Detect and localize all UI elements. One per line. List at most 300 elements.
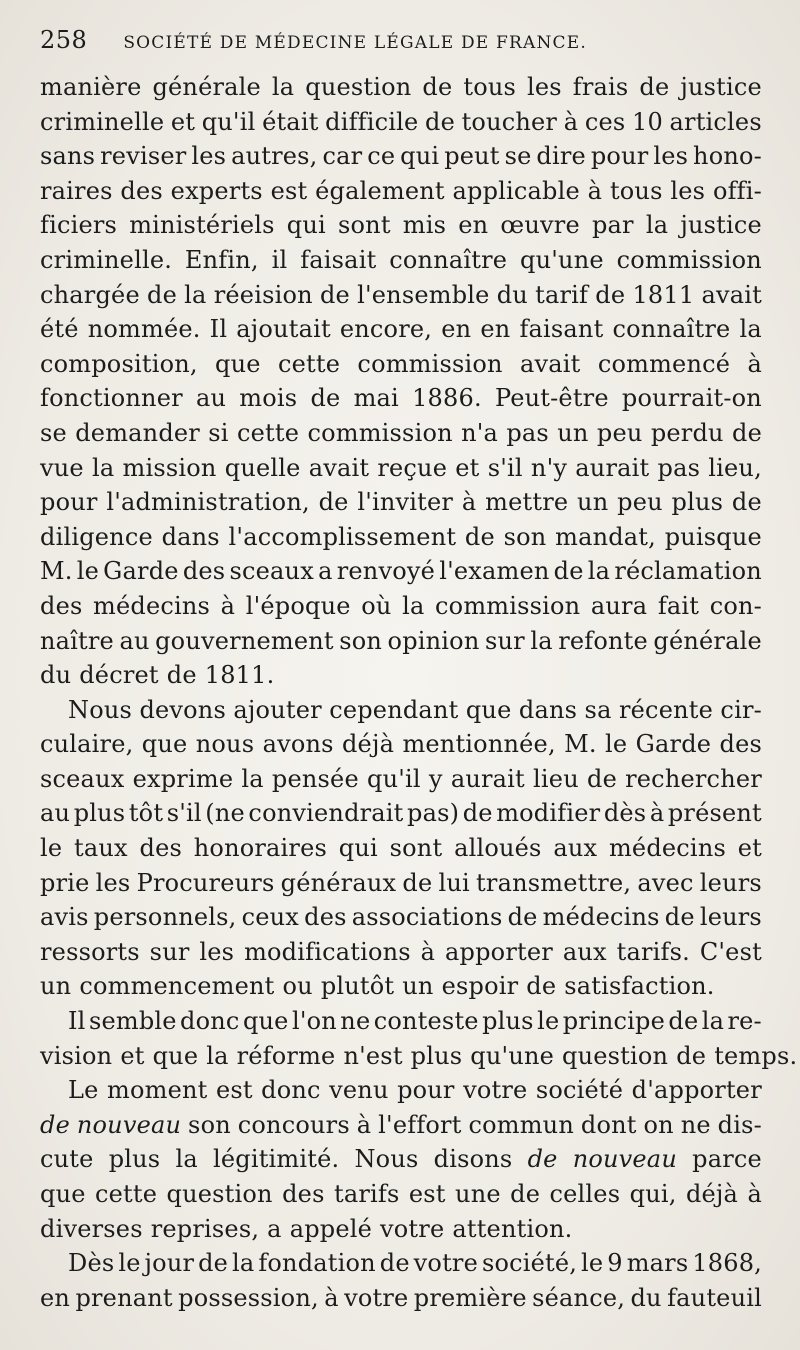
word: aux — [553, 834, 598, 863]
word: ne — [680, 1110, 711, 1139]
word: Le — [68, 1076, 99, 1105]
text-line — [40, 520, 762, 555]
text-line — [40, 1142, 762, 1177]
word: ficiers — [40, 211, 118, 240]
word: concours — [237, 1110, 350, 1139]
word: semble — [88, 1007, 177, 1036]
word: plus — [108, 1145, 161, 1174]
word: de — [553, 557, 584, 586]
word: on — [643, 1110, 674, 1139]
word: moment — [107, 1076, 208, 1105]
text-line — [40, 1039, 798, 1074]
word: qu'il — [367, 764, 421, 793]
word: articles — [669, 107, 762, 136]
word: a — [318, 557, 333, 586]
word: est — [215, 1076, 253, 1105]
word: générale — [152, 73, 261, 101]
text-line — [40, 416, 762, 451]
word: la — [184, 280, 207, 309]
word: il — [271, 245, 288, 274]
word: peu — [617, 488, 663, 517]
word: 1811. — [204, 661, 275, 690]
word: la — [175, 1145, 198, 1174]
word: cette — [277, 349, 341, 378]
word: ceux — [241, 903, 300, 932]
word: de — [639, 73, 670, 101]
word: modifications — [244, 937, 411, 966]
word: sceaux — [40, 764, 125, 793]
word: votre — [344, 1283, 409, 1312]
word: diligence — [40, 522, 153, 551]
word: naître — [40, 626, 114, 655]
word: au — [119, 626, 150, 655]
word: votre — [413, 1249, 478, 1278]
word: se — [504, 142, 532, 171]
word: cute — [40, 1145, 94, 1174]
word: avis — [40, 903, 89, 932]
word: culaire, — [40, 730, 134, 759]
word: réeision — [213, 280, 313, 309]
word: l'examen — [439, 557, 550, 586]
word: peu — [596, 418, 643, 447]
word: justice — [680, 73, 762, 101]
word: plus — [482, 1007, 534, 1036]
word: cependant — [329, 695, 459, 724]
word: autres, — [231, 142, 318, 171]
word: sa — [584, 695, 612, 724]
word: mentionnée, — [402, 730, 556, 759]
word: tarif — [535, 280, 589, 309]
text-line — [40, 969, 762, 1004]
word: de — [318, 488, 349, 517]
word: la — [241, 764, 264, 793]
word: récente — [618, 695, 714, 724]
word: les — [527, 73, 562, 101]
word: sceaux — [229, 557, 314, 586]
text-line — [40, 693, 762, 728]
word: en — [441, 315, 472, 344]
word: parce — [692, 1145, 762, 1174]
text-line — [40, 381, 762, 416]
word: Nous — [354, 1145, 419, 1174]
word: cette — [95, 1180, 158, 1208]
word: Enfin, — [184, 245, 259, 274]
word: si — [208, 418, 229, 447]
word: en — [480, 315, 511, 344]
word: de — [664, 903, 695, 932]
word: plus — [671, 488, 724, 517]
page-header — [40, 26, 760, 66]
word: à — [747, 349, 762, 378]
word: la — [701, 1007, 725, 1036]
word: disons — [433, 1145, 513, 1174]
word: prie — [40, 868, 90, 897]
text-line — [40, 796, 762, 831]
word: déjà — [341, 730, 395, 759]
word: aura — [590, 591, 648, 620]
word: pas — [506, 418, 549, 447]
word: criminelle — [40, 107, 165, 136]
word: connaître — [612, 315, 731, 344]
word: question — [562, 1041, 669, 1070]
text-line — [40, 70, 762, 105]
word: que — [242, 1007, 289, 1036]
word: jour — [144, 1249, 195, 1278]
word: pas) — [407, 799, 460, 828]
word: commission — [307, 418, 453, 447]
word: son — [339, 626, 383, 655]
word: pensée — [271, 764, 359, 793]
word: gouvernement — [155, 626, 334, 655]
word: encore, — [339, 315, 433, 344]
text-line — [40, 1246, 762, 1281]
word: offi- — [712, 176, 762, 205]
word: la — [206, 1041, 229, 1070]
text-line — [40, 347, 762, 382]
word: tarifs. — [616, 937, 690, 966]
text-line — [40, 1281, 762, 1316]
word: composition, — [40, 349, 198, 378]
word: un — [40, 972, 72, 1001]
word: alloués — [454, 834, 542, 863]
word: 10 — [631, 107, 663, 136]
word: y — [428, 764, 443, 793]
word: aurait — [575, 453, 650, 482]
text-line — [40, 312, 762, 347]
word: ces — [584, 107, 626, 136]
word: sur — [149, 937, 190, 966]
word: leurs — [699, 903, 762, 932]
word: de — [510, 1180, 541, 1208]
word: l'accomplissement — [228, 522, 457, 551]
word: dès — [603, 799, 647, 828]
word: de — [166, 661, 197, 690]
word: au — [40, 799, 71, 828]
word: M. — [564, 730, 597, 759]
word: justice — [680, 211, 762, 240]
word: question — [166, 1180, 273, 1208]
word: les — [199, 937, 235, 966]
word: que — [40, 1180, 86, 1208]
word: commencement — [79, 972, 275, 1001]
word: apporter — [445, 937, 553, 966]
word: fonctionner — [40, 384, 183, 413]
word: à — [324, 1283, 339, 1312]
italic-word: de — [527, 1145, 558, 1174]
word: ce — [367, 142, 396, 171]
word: ou — [282, 972, 313, 1001]
word: faisant — [519, 315, 604, 344]
word: les — [653, 142, 689, 171]
word: un — [557, 418, 589, 447]
word: qui, — [629, 1180, 677, 1208]
word: qu'une — [470, 1041, 555, 1070]
word: demander — [75, 418, 200, 447]
text-line — [40, 485, 762, 520]
word: des — [182, 557, 226, 586]
word: pour — [40, 488, 98, 517]
word: question — [305, 73, 412, 101]
word: avait — [520, 349, 581, 378]
word: médecins — [93, 591, 211, 620]
word: de — [507, 903, 538, 932]
word: n'a — [461, 418, 499, 447]
word: 1886. — [412, 384, 482, 413]
word: en — [458, 211, 489, 240]
text-line — [40, 1108, 762, 1143]
word: avons — [262, 730, 334, 759]
word: toucher — [461, 107, 558, 136]
word: et — [737, 834, 762, 863]
word: mai — [353, 384, 399, 413]
word: pourrait-on — [621, 384, 762, 413]
word: Peut-être — [494, 384, 609, 413]
text-line — [40, 1004, 762, 1039]
word: de — [462, 799, 493, 828]
word: peut — [444, 142, 500, 171]
word: des — [719, 730, 762, 759]
word: est — [270, 176, 308, 205]
word: à — [747, 1180, 762, 1208]
word: avait — [308, 453, 370, 482]
word: faisait — [300, 245, 377, 274]
word: au — [195, 384, 227, 413]
word: celles — [549, 1180, 621, 1208]
word: devons — [139, 695, 226, 724]
word: votre — [380, 1214, 445, 1243]
word: s'il — [166, 799, 202, 828]
word: société — [535, 1076, 624, 1105]
word: qui — [400, 142, 440, 171]
word: société, — [481, 1249, 578, 1278]
word: conviendrait — [248, 799, 404, 828]
word: modifier — [496, 799, 601, 828]
word: déjà — [685, 1180, 739, 1208]
word: con- — [709, 591, 762, 620]
word: a — [267, 1214, 282, 1243]
word: leurs — [699, 868, 762, 897]
word: satisfaction. — [564, 972, 715, 1001]
word: nous — [195, 730, 255, 759]
text-line — [40, 935, 762, 970]
word: pas — [657, 453, 701, 482]
word: vision — [40, 1041, 113, 1070]
word: la — [587, 557, 611, 586]
word: ne — [340, 1007, 371, 1036]
word: le — [581, 1249, 604, 1278]
word: que — [465, 695, 512, 724]
word: médecins — [542, 903, 660, 932]
text-line — [40, 451, 762, 486]
word: fait — [657, 591, 700, 620]
text-line — [40, 243, 762, 278]
word: mandat, — [555, 522, 656, 551]
word: taux — [74, 834, 128, 863]
word: mission — [122, 453, 217, 482]
word: connaître — [389, 245, 508, 274]
text-line — [40, 900, 762, 935]
word: de — [422, 73, 453, 101]
word: œuvre — [500, 211, 580, 240]
word: difficile — [325, 107, 419, 136]
word: car — [322, 142, 363, 171]
word: re- — [727, 1007, 762, 1036]
word: manière — [40, 73, 142, 101]
text-line — [40, 278, 762, 313]
word: frais — [572, 73, 629, 101]
word: réclamation — [614, 557, 762, 586]
word: s'il — [487, 453, 523, 482]
word: qui — [338, 834, 378, 863]
word: cette — [237, 418, 300, 447]
word: de — [668, 1007, 699, 1036]
word: qu'une — [520, 245, 604, 274]
word: Il — [209, 315, 228, 344]
text-line — [40, 208, 762, 243]
word: C'est — [699, 937, 762, 966]
text-line — [40, 174, 762, 209]
word: était — [262, 107, 319, 136]
word: le — [76, 557, 100, 586]
text-line — [40, 762, 762, 797]
word: à — [420, 937, 436, 966]
word: à — [220, 591, 236, 620]
word: dire — [536, 142, 586, 171]
word: à — [587, 176, 603, 205]
word: associations — [351, 903, 503, 932]
word: et — [455, 453, 480, 482]
text-line — [40, 554, 762, 589]
word: des — [40, 591, 83, 620]
word: commission — [435, 591, 581, 620]
word: à — [461, 488, 477, 517]
word: votre — [463, 1076, 528, 1105]
word: Procureurs — [136, 868, 275, 897]
word: mars — [626, 1249, 689, 1278]
word: perdu — [650, 418, 724, 447]
word: avait — [701, 280, 762, 309]
word: puisque — [664, 522, 762, 551]
word: chargée — [40, 280, 140, 309]
word: pour — [397, 1076, 455, 1105]
word: du — [630, 1283, 662, 1312]
word: lieu, — [708, 453, 762, 482]
text-line — [40, 589, 762, 624]
word: de — [464, 522, 495, 551]
running-title: SOCIÉTÉ DE MÉDECINE LÉGALE DE FRANCE. — [123, 33, 587, 53]
page-number: 258 — [40, 26, 88, 54]
word: de — [732, 418, 762, 447]
word: dans — [518, 695, 578, 724]
word: son — [503, 522, 547, 551]
word: donc — [261, 1076, 321, 1105]
word: attention. — [452, 1214, 573, 1243]
text-line — [40, 658, 762, 693]
word: Garde — [103, 557, 179, 586]
word: et — [170, 107, 196, 136]
word: médecins — [608, 834, 726, 863]
word: honoraires — [193, 834, 328, 863]
word: du — [496, 280, 528, 309]
word: Dès — [68, 1249, 115, 1278]
word: commun — [468, 1110, 574, 1139]
word: le — [118, 1249, 141, 1278]
word: venu — [329, 1076, 389, 1105]
word: le — [537, 1007, 560, 1036]
word: plus — [73, 799, 126, 828]
word: cir- — [720, 695, 762, 724]
word: possession, — [178, 1283, 319, 1312]
word: conteste — [373, 1007, 479, 1036]
word: applicable — [452, 176, 580, 205]
word: avec — [637, 868, 694, 897]
word: du — [40, 661, 72, 690]
word: séance, — [532, 1283, 626, 1312]
word: ajouter — [233, 695, 322, 724]
word: est — [408, 1180, 446, 1208]
word: l'effort — [378, 1110, 462, 1139]
word: commission — [616, 245, 762, 274]
word: n'est — [343, 1041, 403, 1070]
word: légitimité. — [212, 1145, 340, 1174]
word: et — [120, 1041, 145, 1070]
word: plutôt — [320, 972, 395, 1001]
word: que — [152, 1041, 199, 1070]
word: de — [379, 1249, 410, 1278]
word: de — [595, 280, 626, 309]
word: par — [591, 211, 634, 240]
word: commission — [357, 349, 503, 378]
word: reçue — [377, 453, 448, 482]
word: la — [271, 73, 295, 101]
word: l'inviter — [357, 488, 454, 517]
word: les — [670, 176, 706, 205]
text-line — [40, 1073, 762, 1108]
word: appelé — [289, 1214, 373, 1243]
word: pour — [590, 142, 649, 171]
word: de — [526, 972, 557, 1001]
word: dans — [161, 522, 220, 551]
word: tôt — [128, 799, 164, 828]
word: la — [530, 626, 553, 655]
word: reviser — [100, 142, 187, 171]
word: mis — [402, 211, 447, 240]
word: tarifs — [333, 1180, 400, 1208]
text-line — [40, 831, 762, 866]
word: espoir — [441, 972, 519, 1001]
word: l'époque — [245, 591, 351, 620]
word: refonte — [558, 626, 648, 655]
word: lieu — [533, 764, 579, 793]
word: experts — [170, 176, 263, 205]
word: fauteuil — [667, 1283, 762, 1312]
word: plus — [410, 1041, 463, 1070]
word: de — [676, 1041, 707, 1070]
word: première — [413, 1283, 527, 1312]
word: les — [191, 142, 227, 171]
word: mois — [239, 384, 298, 413]
word: vue — [40, 453, 84, 482]
word: personnels, — [93, 903, 237, 932]
word: son — [188, 1110, 231, 1139]
word: lui — [438, 868, 470, 897]
text-line — [40, 139, 762, 174]
word: décret — [79, 661, 159, 690]
word: d'apporter — [631, 1076, 762, 1105]
word: en — [40, 1283, 71, 1312]
word: mettre — [485, 488, 569, 517]
word: tous — [609, 176, 663, 205]
